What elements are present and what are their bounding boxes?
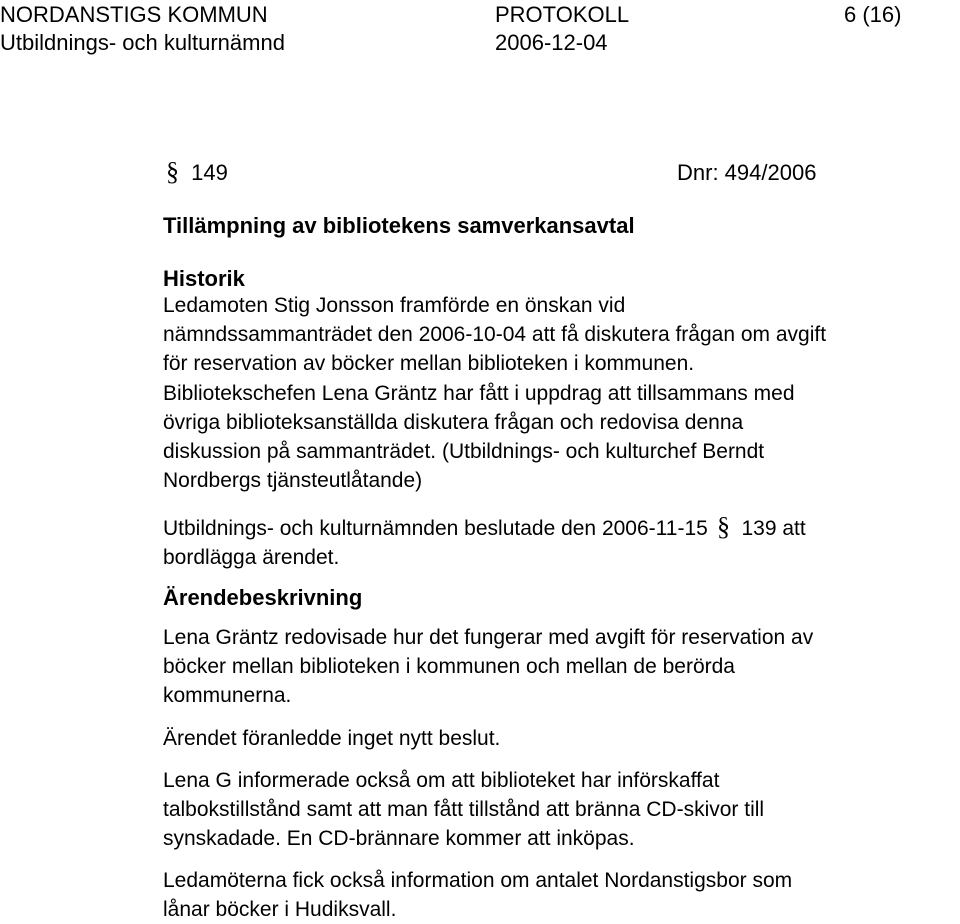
historik-decision <box>163 513 953 572</box>
arende-paragraph-1 <box>163 623 953 711</box>
case-title: Tillämpning av bibliotekens samverkansavtal <box>163 213 635 238</box>
paragraph-line: Lena G informerade också om att biblioteket har införskaffat <box>163 769 720 792</box>
historik-heading: Historik <box>163 266 245 291</box>
historik-decision-line <box>163 513 953 543</box>
historik-decision-line: bordlägga ärendet. <box>163 546 340 570</box>
decision-ref: 139 att <box>741 517 806 540</box>
arende-paragraph-2 <box>163 724 953 753</box>
arende-paragraph-3 <box>163 766 953 854</box>
paragraph-line: Lena Gräntz redovisade hur det fungerar med avgift för reservation av <box>163 626 814 649</box>
historik-line: för reservation av böcker mellan biblioteken i kommunen. <box>163 352 695 376</box>
header-date: 2006-12-04 <box>495 30 608 55</box>
decision-prefix: Utbildnings- och kulturnämnden beslutade den 2006-11-15 <box>163 517 708 540</box>
historik-line: Ledamoten Stig Jonsson framförde en önskan vid <box>163 294 626 317</box>
paragraph-line: talbokstillstånd samt att man fått tillstånd att bränna CD-skivor till <box>163 798 765 822</box>
paragraph-line: böcker mellan biblioteken i kommunen och mellan de berörda <box>163 655 735 679</box>
case-dnr: Dnr: 494/2006 <box>677 160 817 185</box>
paragraph-line: lånar böcker i Hudiksvall. <box>163 898 397 922</box>
historik-line: övriga biblioteksanställda diskutera frågan och redovisa denna <box>163 410 744 434</box>
historik-text <box>163 291 953 495</box>
svg-text:§: § <box>166 158 179 186</box>
section-symbol <box>714 513 736 541</box>
header-doc-type: PROTOKOLL <box>495 2 630 27</box>
historik-line: diskussion på sammanträdet. (Utbildnings- och kulturchef Berndt <box>163 440 765 464</box>
header-org: NORDANSTIGS KOMMUN <box>0 2 268 27</box>
header-committee: Utbildnings- och kulturnämnd <box>0 30 285 55</box>
svg-text:§: § <box>716 513 730 541</box>
paragraph-line: Ärendet föranledde inget nytt beslut. <box>163 727 501 750</box>
paragraph-line: kommunerna. <box>163 684 292 708</box>
paragraph-line: synskadade. En CD-brännare kommer att inköpas. <box>163 827 635 851</box>
paragraph-line: Ledamöterna fick också information om antalet Nordanstigsbor som <box>163 869 793 892</box>
header-page-number: 6 (16) <box>844 2 902 27</box>
section-symbol <box>163 158 185 186</box>
arende-paragraph-4 <box>163 866 953 924</box>
historik-line: Nordbergs tjänsteutlåtande) <box>163 469 423 493</box>
historik-line: Bibliotekschefen Lena Gräntz har fått i uppdrag att tillsammans med <box>163 381 795 405</box>
case-number-line <box>163 158 228 186</box>
historik-line: nämndssammanträdet den 2006-10-04 att få diskutera frågan om avgift <box>163 323 827 347</box>
arendebeskrivning-heading: Ärendebeskrivning <box>163 585 363 610</box>
case-number: 149 <box>191 160 228 185</box>
